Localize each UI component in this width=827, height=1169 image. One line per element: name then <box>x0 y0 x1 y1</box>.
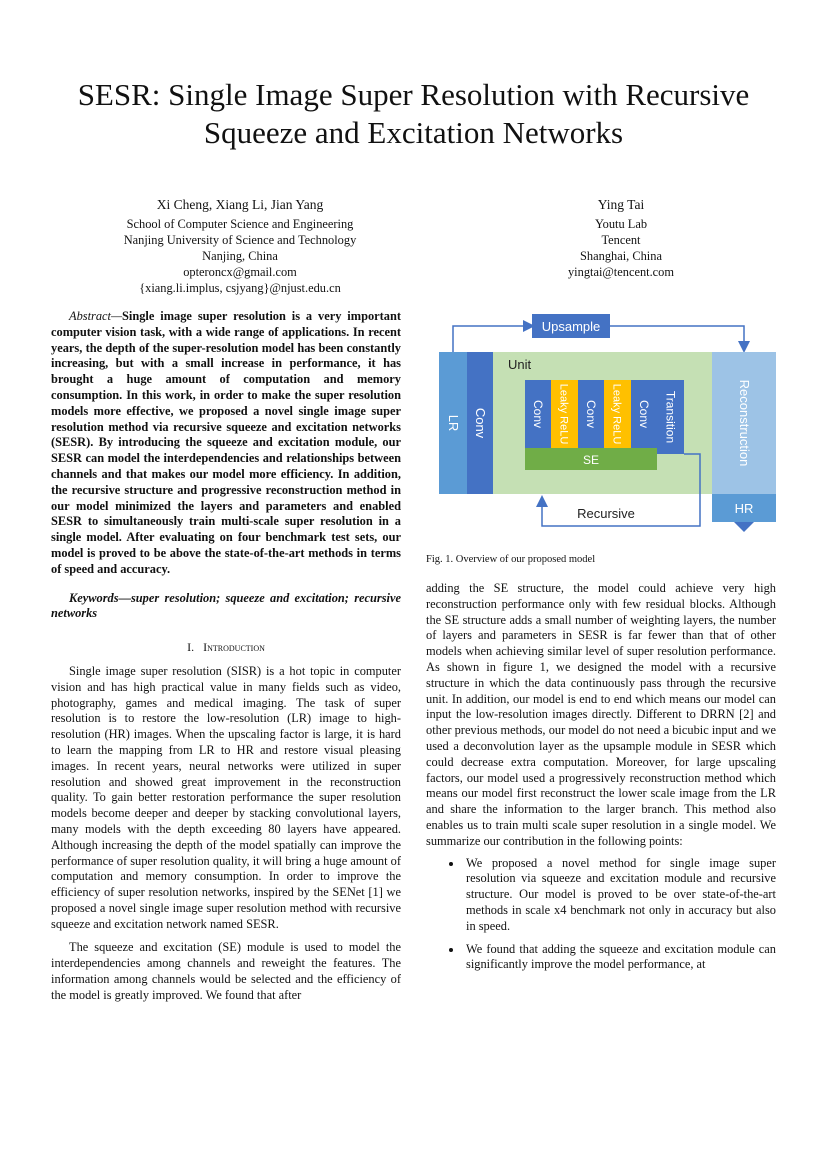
abstract-text: Single image super resolution is a very important computer vision task, with a wide range of applications. In recent years, the depth of the super-resolution model has been constantly increasing, but with a small increase in performance, it has brought a huge amount of computation and memory consumption. In this work, in order to make the super resolution models more effective, we proposed a novel single image super resolution method via recursive squeeze and excitation networks (SESR). By introducing the squeeze and excitation module, our SESR can model the interdependencies and relationships between channels and that makes our model more efficiency. In addition, the recursive structure and progressive reconstruction method in our model minimized the layers and parameters and enabled SESR to simultaneously train multi-scale super resolution in a single model. After evaluating on four benchmark test sets, our model is proved to be above the state-of-the-art methods in terms of speed and accuracy. <box>51 309 401 576</box>
conv-outer-label: Conv <box>473 407 488 439</box>
recursive-label: Recursive <box>577 506 635 521</box>
affiliation-line: Tencent <box>601 233 641 247</box>
relu1-label: Leaky ReLU <box>557 383 570 445</box>
author-block-1 <box>60 195 420 296</box>
contribution-list <box>426 856 776 974</box>
figure-1-diagram <box>436 310 788 538</box>
se-label: SE <box>582 453 600 467</box>
conv1-label: Conv <box>531 399 545 429</box>
affiliation-line: School of Computer Science and Engineering <box>126 217 354 231</box>
keywords: Keywords—super resolution; squeeze and excitation; recursive networks <box>51 590 401 621</box>
lr-label: LR <box>446 414 461 432</box>
right-column <box>426 581 776 980</box>
output-arrow-icon <box>734 522 754 532</box>
affiliation-line: Nanjing, China <box>202 249 278 263</box>
title-line-1: SESR: Single Image Super Resolution with Recursive <box>77 77 750 112</box>
author-email[interactable]: {xiang.li.implus, csjyang}@njust.edu.cn <box>139 281 341 295</box>
affiliation-line: Nanjing University of Science and Technology <box>123 233 357 247</box>
left-column <box>51 309 401 1004</box>
section-heading <box>51 640 401 656</box>
upsample-label: Upsample <box>541 319 601 334</box>
section-number: I. <box>187 640 195 655</box>
author-names: Ying Tai <box>597 197 645 212</box>
abstract <box>51 309 401 578</box>
contribution-item: • We proposed a novel method for single image super resolution via squeeze and excitation module and recursive structure. Our model is proved to be over state-of-the-art methods in scale x4 benchmark not only in accuracy but also in speed. <box>463 856 776 935</box>
hr-label: HR <box>734 501 754 516</box>
upsample-arrow-out <box>610 326 744 350</box>
affiliation-line: Shanghai, China <box>580 249 662 263</box>
conv3-label: Conv <box>637 399 651 429</box>
upsample-arrow-in <box>453 326 532 352</box>
section-title: Introduction <box>203 640 265 655</box>
reconstruction-label: Reconstruction <box>737 379 752 467</box>
title-line-2: Squeeze and Excitation Networks <box>203 115 624 150</box>
right-paragraph-1: adding the SE structure, the model could achieve very high reconstruction performance only with few residual blocks. Although the SE structure adds a small number of weighting layers, the number of layers and parameters in SESR is far fewer than that of other models when achieving similar level of super resolution performance. As shown in figure 1, we designed the model with a recursive structure in which the data continuously pass through the recursive unit. In addition, our model is end to end which means our model can input the low-resolution images directly. Different to DRRN [2] and other previous methods, our model do not need a bicubic input and we used a deconvolution layer as the upsample module in SESR which could decrease extra computation. Moreover, for large upscaling factors, our model used a progressively reconstruction method which means our model first reconstruct the lower scale image from the LR and share the information to the larger branch. This method also enables us to train multi scale super resolution in a single model. We summarize our contribution in the following points: <box>426 581 776 848</box>
paper-title <box>0 76 827 152</box>
affiliation-line: Youtu Lab <box>594 217 648 231</box>
unit-label: Unit <box>508 357 532 372</box>
contribution-item: • We found that adding the squeeze and excitation module can significantly improve the model performance, at <box>463 942 776 974</box>
intro-paragraph-1: Single image super resolution (SISR) is a hot topic in computer vision and has high practical value in many fields such as video, photography, games and medical imaging. The task of super resolution is to restore the low-resolution (LR) image to high-resolution (HR) images. When the upscaling factor is large, it is hard to learn the mapping from LR to HR and restore visual pleasing images. In recent years, neural networks were utilized in super resolution and showed great improvement in the reconstruction quality. To gain better restoration performance the super resolution models become deeper and deeper by stacking convolutional layers, many models with the depth exceeding 80 layers have appeared. Although increasing the depth of the model spatially can improve the performance of super resolution quality, it will bring a huge amount of computation and memory consumption. In order to improve the efficiency of super resolution networks, inspired by the SENet [1] we proposed a novel single image super resolution method with recursive squeeze and excitation network named SESR. <box>51 663 401 931</box>
author-block-2 <box>456 195 786 280</box>
author-names: Xi Cheng, Xiang Li, Jian Yang <box>156 197 324 212</box>
author-email[interactable]: opteroncx@gmail.com <box>183 265 297 279</box>
intro-paragraph-2: The squeeze and excitation (SE) module is used to model the interdependencies among channels and reweight the features. The information among channels would be selected and the efficiency of the model is greatly improved. We found that after <box>51 940 401 1002</box>
transition-label: Transition <box>663 390 678 444</box>
conv2-label: Conv <box>584 399 598 429</box>
relu2-label: Leaky ReLU <box>610 383 623 445</box>
figure-caption: Fig. 1. Overview of our proposed model <box>426 554 596 565</box>
author-email[interactable]: yingtai@tencent.com <box>567 265 675 279</box>
abstract-label: Abstract— <box>69 309 123 323</box>
